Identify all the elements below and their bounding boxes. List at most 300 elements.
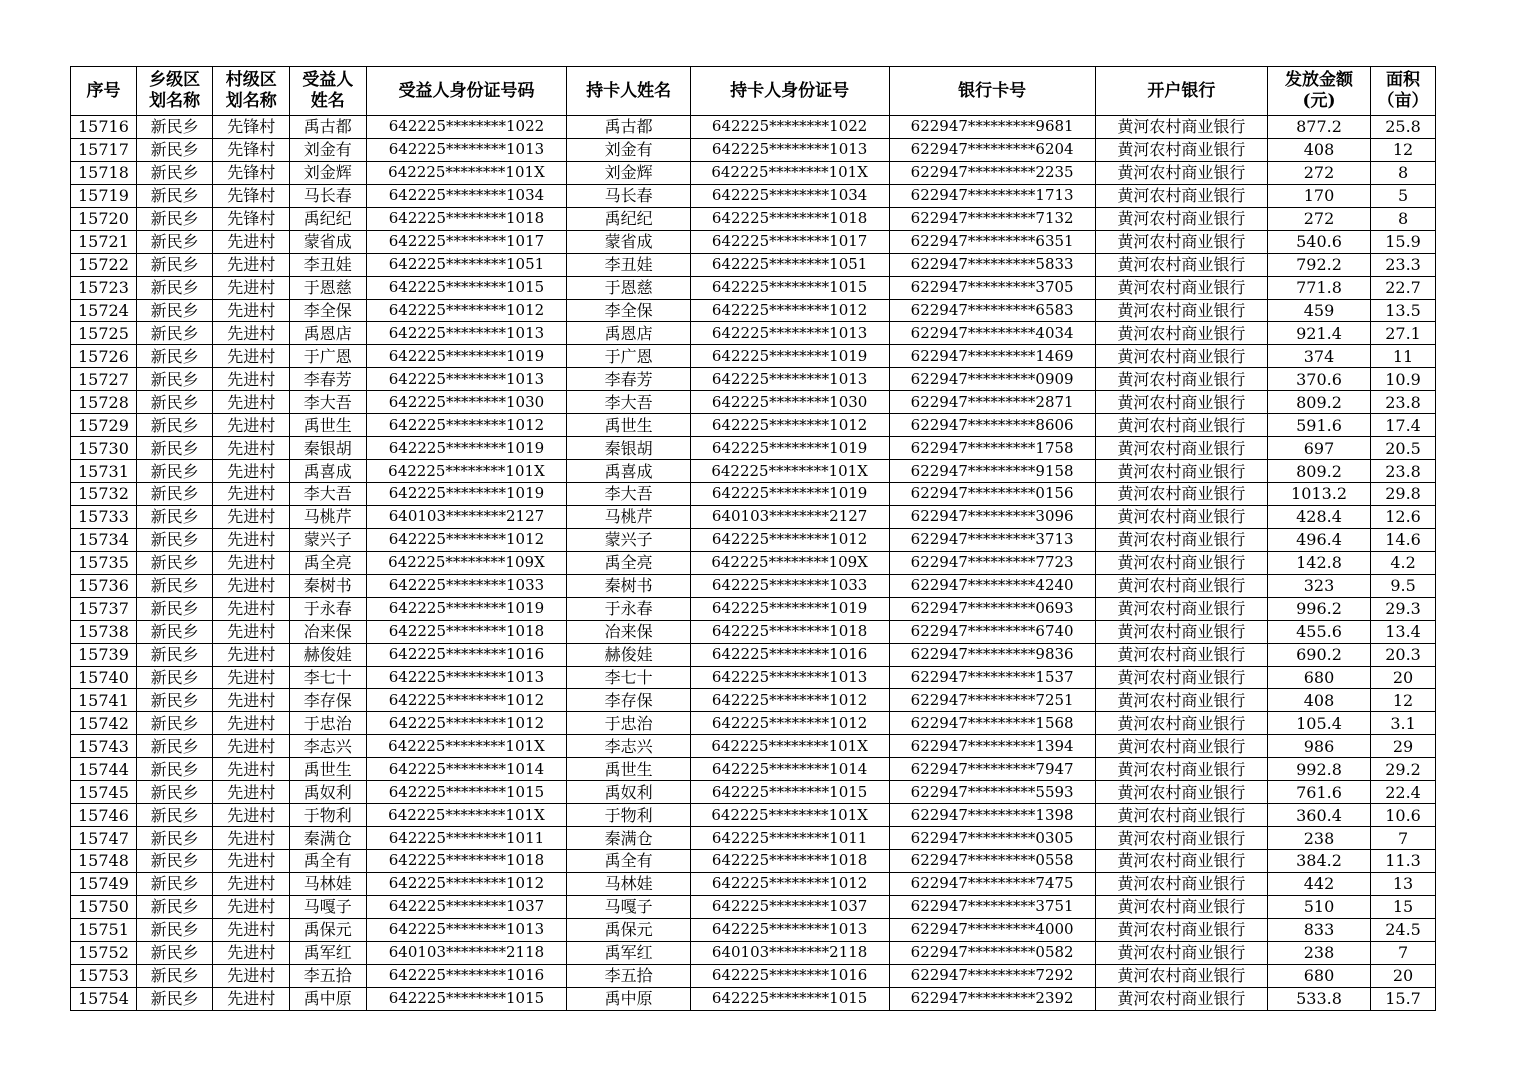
cell-amount: 428.4 — [1267, 505, 1370, 528]
cell-beneficiary: 李志兴 — [289, 735, 366, 758]
cell-area: 14.6 — [1371, 528, 1436, 551]
cell-amount: 384.2 — [1267, 850, 1370, 873]
cell-card-no: 622947*********6204 — [889, 138, 1095, 161]
cell-township: 新民乡 — [136, 528, 213, 551]
cell-area: 13 — [1371, 872, 1436, 895]
cell-bank: 黄河农村商业银行 — [1095, 184, 1267, 207]
cell-card-no: 622947*********7947 — [889, 758, 1095, 781]
cell-beneficiary: 禹喜成 — [289, 460, 366, 483]
cell-area: 15.9 — [1371, 230, 1436, 253]
cell-bank: 黄河农村商业银行 — [1095, 414, 1267, 437]
cell-bank: 黄河农村商业银行 — [1095, 872, 1267, 895]
cell-seq: 15738 — [71, 620, 137, 643]
cell-holder-name: 禹古都 — [567, 116, 690, 139]
cell-village: 先锋村 — [213, 207, 290, 230]
cell-amount: 170 — [1267, 184, 1370, 207]
cell-card-no: 622947*********6740 — [889, 620, 1095, 643]
cell-holder-name: 禹军红 — [567, 941, 690, 964]
cell-holder-name: 于忠治 — [567, 712, 690, 735]
cell-beneficiary-id: 642225********1012 — [366, 414, 567, 437]
table-row — [71, 483, 1436, 506]
cell-holder-id: 642225********1018 — [690, 620, 889, 643]
cell-township: 新民乡 — [136, 689, 213, 712]
cell-beneficiary-id: 642225********1019 — [366, 483, 567, 506]
cell-township: 新民乡 — [136, 987, 213, 1010]
cell-township: 新民乡 — [136, 230, 213, 253]
cell-holder-name: 秦银胡 — [567, 437, 690, 460]
cell-amount: 771.8 — [1267, 276, 1370, 299]
cell-bank: 黄河农村商业银行 — [1095, 987, 1267, 1010]
cell-beneficiary-id: 642225********1012 — [366, 689, 567, 712]
cell-holder-id: 642225********109X — [690, 551, 889, 574]
cell-holder-id: 642225********101X — [690, 804, 889, 827]
cell-seq: 15728 — [71, 391, 137, 414]
cell-seq: 15736 — [71, 574, 137, 597]
cell-township: 新民乡 — [136, 207, 213, 230]
cell-village: 先进村 — [213, 460, 290, 483]
cell-holder-name: 李春芳 — [567, 368, 690, 391]
cell-village: 先进村 — [213, 597, 290, 620]
cell-holder-id: 642225********1016 — [690, 643, 889, 666]
cell-bank: 黄河农村商业银行 — [1095, 918, 1267, 941]
cell-beneficiary: 秦满仓 — [289, 827, 366, 850]
cell-card-no: 622947*********0558 — [889, 850, 1095, 873]
cell-card-no: 622947*********1713 — [889, 184, 1095, 207]
cell-card-no: 622947*********6583 — [889, 299, 1095, 322]
cell-village: 先进村 — [213, 804, 290, 827]
cell-area: 27.1 — [1371, 322, 1436, 345]
cell-beneficiary-id: 640103********2127 — [366, 505, 567, 528]
cell-amount: 809.2 — [1267, 460, 1370, 483]
cell-beneficiary-id: 642225********1012 — [366, 299, 567, 322]
cell-holder-name: 于物利 — [567, 804, 690, 827]
cell-area: 11 — [1371, 345, 1436, 368]
cell-beneficiary-id: 642225********1012 — [366, 712, 567, 735]
cell-seq: 15745 — [71, 781, 137, 804]
cell-beneficiary-id: 642225********1018 — [366, 207, 567, 230]
cell-bank: 黄河农村商业银行 — [1095, 689, 1267, 712]
cell-seq: 15746 — [71, 804, 137, 827]
cell-beneficiary-id: 642225********1013 — [366, 666, 567, 689]
cell-village: 先进村 — [213, 505, 290, 528]
cell-village: 先进村 — [213, 850, 290, 873]
cell-card-no: 622947*********4240 — [889, 574, 1095, 597]
cell-holder-id: 642225********1015 — [690, 781, 889, 804]
cell-township: 新民乡 — [136, 460, 213, 483]
cell-area: 8 — [1371, 207, 1436, 230]
cell-township: 新民乡 — [136, 666, 213, 689]
header-area-line1: 面积 — [1386, 70, 1421, 90]
header-township-line2: 划名称 — [149, 91, 201, 111]
cell-holder-id: 640103********2127 — [690, 505, 889, 528]
cell-holder-name: 禹纪纪 — [567, 207, 690, 230]
cell-township: 新民乡 — [136, 918, 213, 941]
cell-seq: 15726 — [71, 345, 137, 368]
cell-village: 先进村 — [213, 666, 290, 689]
header-township — [136, 67, 213, 116]
cell-card-no: 622947*********3705 — [889, 276, 1095, 299]
cell-holder-name: 秦满仓 — [567, 827, 690, 850]
cell-beneficiary-id: 642225********1051 — [366, 253, 567, 276]
cell-area: 23.8 — [1371, 460, 1436, 483]
cell-beneficiary-id: 642225********1022 — [366, 116, 567, 139]
cell-holder-id: 642225********1015 — [690, 987, 889, 1010]
table-row — [71, 804, 1436, 827]
cell-seq: 15740 — [71, 666, 137, 689]
table-row — [71, 643, 1436, 666]
cell-holder-name: 李丑娃 — [567, 253, 690, 276]
header-row — [71, 67, 1436, 116]
cell-area: 23.3 — [1371, 253, 1436, 276]
cell-beneficiary: 禹恩店 — [289, 322, 366, 345]
cell-holder-id: 642225********1013 — [690, 138, 889, 161]
subsidy-distribution-table — [70, 66, 1436, 1011]
cell-holder-id: 642225********1012 — [690, 689, 889, 712]
cell-area: 5 — [1371, 184, 1436, 207]
table-row — [71, 414, 1436, 437]
cell-township: 新民乡 — [136, 551, 213, 574]
cell-holder-id: 642225********1019 — [690, 345, 889, 368]
cell-beneficiary-id: 642225********101X — [366, 161, 567, 184]
cell-holder-name: 禹世生 — [567, 758, 690, 781]
table-row — [71, 207, 1436, 230]
cell-seq: 15749 — [71, 872, 137, 895]
cell-holder-name: 李大吾 — [567, 483, 690, 506]
cell-card-no: 622947*********5593 — [889, 781, 1095, 804]
cell-seq: 15724 — [71, 299, 137, 322]
table-row — [71, 735, 1436, 758]
cell-township: 新民乡 — [136, 483, 213, 506]
cell-beneficiary-id: 642225********1018 — [366, 850, 567, 873]
cell-bank: 黄河农村商业银行 — [1095, 574, 1267, 597]
cell-beneficiary: 于忠治 — [289, 712, 366, 735]
cell-village: 先进村 — [213, 712, 290, 735]
header-township-line1: 乡级区 — [149, 70, 201, 90]
cell-holder-name: 冶来保 — [567, 620, 690, 643]
cell-beneficiary-id: 642225********101X — [366, 804, 567, 827]
cell-township: 新民乡 — [136, 161, 213, 184]
table-row — [71, 666, 1436, 689]
cell-holder-name: 蒙省成 — [567, 230, 690, 253]
table-row — [71, 299, 1436, 322]
cell-card-no: 622947*********2392 — [889, 987, 1095, 1010]
table-row — [71, 161, 1436, 184]
cell-area: 15.7 — [1371, 987, 1436, 1010]
cell-seq: 15719 — [71, 184, 137, 207]
table-row — [71, 345, 1436, 368]
cell-bank: 黄河农村商业银行 — [1095, 138, 1267, 161]
cell-beneficiary: 李全保 — [289, 299, 366, 322]
header-village-line2: 划名称 — [225, 91, 277, 111]
cell-village: 先进村 — [213, 230, 290, 253]
header-amount — [1267, 67, 1370, 116]
cell-amount: 510 — [1267, 895, 1370, 918]
cell-seq: 15739 — [71, 643, 137, 666]
cell-area: 15 — [1371, 895, 1436, 918]
cell-amount: 374 — [1267, 345, 1370, 368]
cell-area: 25.8 — [1371, 116, 1436, 139]
cell-area: 23.8 — [1371, 391, 1436, 414]
cell-seq: 15752 — [71, 941, 137, 964]
cell-bank: 黄河农村商业银行 — [1095, 483, 1267, 506]
cell-area: 7 — [1371, 827, 1436, 850]
cell-holder-name: 秦树书 — [567, 574, 690, 597]
cell-seq: 15731 — [71, 460, 137, 483]
cell-amount: 697 — [1267, 437, 1370, 460]
cell-amount: 921.4 — [1267, 322, 1370, 345]
cell-amount: 408 — [1267, 138, 1370, 161]
cell-amount: 761.6 — [1267, 781, 1370, 804]
cell-seq: 15734 — [71, 528, 137, 551]
cell-seq: 15730 — [71, 437, 137, 460]
cell-beneficiary: 冶来保 — [289, 620, 366, 643]
cell-amount: 986 — [1267, 735, 1370, 758]
cell-card-no: 622947*********7251 — [889, 689, 1095, 712]
cell-seq: 15743 — [71, 735, 137, 758]
cell-bank: 黄河农村商业银行 — [1095, 964, 1267, 987]
cell-bank: 黄河农村商业银行 — [1095, 735, 1267, 758]
cell-amount: 238 — [1267, 827, 1370, 850]
cell-seq: 15733 — [71, 505, 137, 528]
cell-area: 9.5 — [1371, 574, 1436, 597]
table-row — [71, 781, 1436, 804]
cell-village: 先进村 — [213, 987, 290, 1010]
cell-bank: 黄河农村商业银行 — [1095, 345, 1267, 368]
header-amount-line2: (元) — [1302, 91, 1336, 111]
cell-holder-name: 禹保元 — [567, 918, 690, 941]
cell-beneficiary-id: 642225********1013 — [366, 368, 567, 391]
cell-township: 新民乡 — [136, 138, 213, 161]
cell-area: 3.1 — [1371, 712, 1436, 735]
cell-holder-name: 禹中原 — [567, 987, 690, 1010]
cell-seq: 15741 — [71, 689, 137, 712]
table-row — [71, 528, 1436, 551]
cell-card-no: 622947*********7475 — [889, 872, 1095, 895]
cell-holder-id: 642225********1012 — [690, 299, 889, 322]
cell-holder-id: 642225********1030 — [690, 391, 889, 414]
cell-holder-id: 642225********1022 — [690, 116, 889, 139]
cell-seq: 15751 — [71, 918, 137, 941]
cell-bank: 黄河农村商业银行 — [1095, 712, 1267, 735]
cell-beneficiary: 于恩慈 — [289, 276, 366, 299]
cell-township: 新民乡 — [136, 437, 213, 460]
table-row — [71, 437, 1436, 460]
cell-township: 新民乡 — [136, 368, 213, 391]
cell-holder-id: 642225********1012 — [690, 414, 889, 437]
cell-card-no: 622947*********9158 — [889, 460, 1095, 483]
table-row — [71, 184, 1436, 207]
cell-holder-name: 李七十 — [567, 666, 690, 689]
cell-beneficiary-id: 642225********1034 — [366, 184, 567, 207]
cell-card-no: 622947*********3751 — [889, 895, 1095, 918]
cell-village: 先进村 — [213, 414, 290, 437]
cell-holder-id: 642225********1013 — [690, 666, 889, 689]
header-bank: 开户银行 — [1095, 67, 1267, 116]
cell-beneficiary-id: 642225********1019 — [366, 437, 567, 460]
cell-village: 先进村 — [213, 964, 290, 987]
table-row — [71, 116, 1436, 139]
table-row — [71, 597, 1436, 620]
table-row — [71, 712, 1436, 735]
cell-amount: 809.2 — [1267, 391, 1370, 414]
cell-holder-name: 禹恩店 — [567, 322, 690, 345]
table-row — [71, 895, 1436, 918]
cell-beneficiary: 禹纪纪 — [289, 207, 366, 230]
cell-holder-id: 642225********1019 — [690, 483, 889, 506]
cell-seq: 15744 — [71, 758, 137, 781]
cell-beneficiary-id: 642225********1019 — [366, 345, 567, 368]
cell-holder-name: 赫俊娃 — [567, 643, 690, 666]
cell-holder-id: 642225********1014 — [690, 758, 889, 781]
cell-township: 新民乡 — [136, 620, 213, 643]
table-row — [71, 551, 1436, 574]
cell-holder-name: 刘金有 — [567, 138, 690, 161]
header-amount-line1: 发放金额 — [1285, 70, 1354, 90]
cell-township: 新民乡 — [136, 804, 213, 827]
cell-township: 新民乡 — [136, 116, 213, 139]
cell-beneficiary: 禹奴利 — [289, 781, 366, 804]
cell-card-no: 622947*********2871 — [889, 391, 1095, 414]
cell-amount: 533.8 — [1267, 987, 1370, 1010]
table-row — [71, 758, 1436, 781]
cell-holder-name: 禹全亮 — [567, 551, 690, 574]
header-holder-id: 持卡人身份证号 — [690, 67, 889, 116]
cell-bank: 黄河农村商业银行 — [1095, 116, 1267, 139]
header-beneficiary-line2: 姓名 — [310, 91, 345, 111]
cell-holder-id: 642225********101X — [690, 161, 889, 184]
cell-holder-id: 642225********101X — [690, 460, 889, 483]
cell-village: 先进村 — [213, 758, 290, 781]
cell-bank: 黄河农村商业银行 — [1095, 941, 1267, 964]
cell-township: 新民乡 — [136, 253, 213, 276]
cell-area: 4.2 — [1371, 551, 1436, 574]
cell-village: 先锋村 — [213, 116, 290, 139]
cell-beneficiary: 马嘎子 — [289, 895, 366, 918]
table-row — [71, 253, 1436, 276]
cell-amount: 996.2 — [1267, 597, 1370, 620]
cell-amount: 540.6 — [1267, 230, 1370, 253]
cell-beneficiary-id: 642225********101X — [366, 735, 567, 758]
cell-beneficiary: 赫俊娃 — [289, 643, 366, 666]
cell-beneficiary-id: 642225********1012 — [366, 528, 567, 551]
cell-holder-name: 马桃芹 — [567, 505, 690, 528]
header-area-line2: （亩） — [1377, 91, 1429, 111]
cell-seq: 15722 — [71, 253, 137, 276]
cell-card-no: 622947*********0156 — [889, 483, 1095, 506]
cell-bank: 黄河农村商业银行 — [1095, 804, 1267, 827]
cell-township: 新民乡 — [136, 391, 213, 414]
cell-card-no: 622947*********4034 — [889, 322, 1095, 345]
cell-township: 新民乡 — [136, 964, 213, 987]
table-row — [71, 987, 1436, 1010]
cell-area: 10.9 — [1371, 368, 1436, 391]
cell-holder-name: 于恩慈 — [567, 276, 690, 299]
table-row — [71, 620, 1436, 643]
cell-township: 新民乡 — [136, 850, 213, 873]
cell-card-no: 622947*********2235 — [889, 161, 1095, 184]
cell-amount: 680 — [1267, 964, 1370, 987]
cell-amount: 272 — [1267, 207, 1370, 230]
cell-holder-name: 于广恩 — [567, 345, 690, 368]
cell-amount: 1013.2 — [1267, 483, 1370, 506]
cell-village: 先进村 — [213, 689, 290, 712]
cell-holder-name: 马嘎子 — [567, 895, 690, 918]
cell-bank: 黄河农村商业银行 — [1095, 850, 1267, 873]
table-row — [71, 964, 1436, 987]
cell-amount: 455.6 — [1267, 620, 1370, 643]
cell-card-no: 622947*********9836 — [889, 643, 1095, 666]
cell-holder-name: 李存保 — [567, 689, 690, 712]
cell-area: 8 — [1371, 161, 1436, 184]
cell-holder-id: 642225********1015 — [690, 276, 889, 299]
cell-beneficiary: 马林娃 — [289, 872, 366, 895]
table-header — [71, 67, 1436, 116]
cell-beneficiary: 禹保元 — [289, 918, 366, 941]
cell-village: 先进村 — [213, 895, 290, 918]
cell-bank: 黄河农村商业银行 — [1095, 161, 1267, 184]
cell-seq: 15723 — [71, 276, 137, 299]
header-card-no: 银行卡号 — [889, 67, 1095, 116]
cell-area: 20.5 — [1371, 437, 1436, 460]
table-row — [71, 138, 1436, 161]
cell-township: 新民乡 — [136, 597, 213, 620]
cell-village: 先进村 — [213, 827, 290, 850]
table-row — [71, 941, 1436, 964]
cell-amount: 442 — [1267, 872, 1370, 895]
table-row — [71, 391, 1436, 414]
cell-card-no: 622947*********1758 — [889, 437, 1095, 460]
cell-seq: 15720 — [71, 207, 137, 230]
cell-amount: 792.2 — [1267, 253, 1370, 276]
table-row — [71, 918, 1436, 941]
cell-card-no: 622947*********3713 — [889, 528, 1095, 551]
cell-township: 新民乡 — [136, 643, 213, 666]
table-row — [71, 827, 1436, 850]
cell-beneficiary-id: 642225********1019 — [366, 597, 567, 620]
cell-amount: 459 — [1267, 299, 1370, 322]
cell-beneficiary: 李春芳 — [289, 368, 366, 391]
cell-beneficiary-id: 642225********1011 — [366, 827, 567, 850]
cell-township: 新民乡 — [136, 712, 213, 735]
cell-village: 先进村 — [213, 528, 290, 551]
cell-area: 13.4 — [1371, 620, 1436, 643]
cell-area: 12 — [1371, 138, 1436, 161]
cell-amount: 992.8 — [1267, 758, 1370, 781]
cell-beneficiary: 禹古都 — [289, 116, 366, 139]
cell-beneficiary-id: 642225********1013 — [366, 918, 567, 941]
cell-amount: 877.2 — [1267, 116, 1370, 139]
cell-holder-name: 李全保 — [567, 299, 690, 322]
cell-beneficiary: 李存保 — [289, 689, 366, 712]
cell-beneficiary: 于物利 — [289, 804, 366, 827]
cell-card-no: 622947*********0693 — [889, 597, 1095, 620]
cell-beneficiary-id: 642225********1015 — [366, 987, 567, 1010]
cell-holder-name: 马长春 — [567, 184, 690, 207]
header-village — [213, 67, 290, 116]
cell-village: 先进村 — [213, 299, 290, 322]
cell-holder-name: 于永春 — [567, 597, 690, 620]
cell-card-no: 622947*********1398 — [889, 804, 1095, 827]
cell-holder-id: 642225********1013 — [690, 368, 889, 391]
cell-bank: 黄河农村商业银行 — [1095, 207, 1267, 230]
cell-area: 20.3 — [1371, 643, 1436, 666]
cell-holder-name: 李五拾 — [567, 964, 690, 987]
cell-seq: 15748 — [71, 850, 137, 873]
cell-area: 29 — [1371, 735, 1436, 758]
cell-amount: 690.2 — [1267, 643, 1370, 666]
cell-card-no: 622947*********1568 — [889, 712, 1095, 735]
cell-beneficiary-id: 642225********1033 — [366, 574, 567, 597]
